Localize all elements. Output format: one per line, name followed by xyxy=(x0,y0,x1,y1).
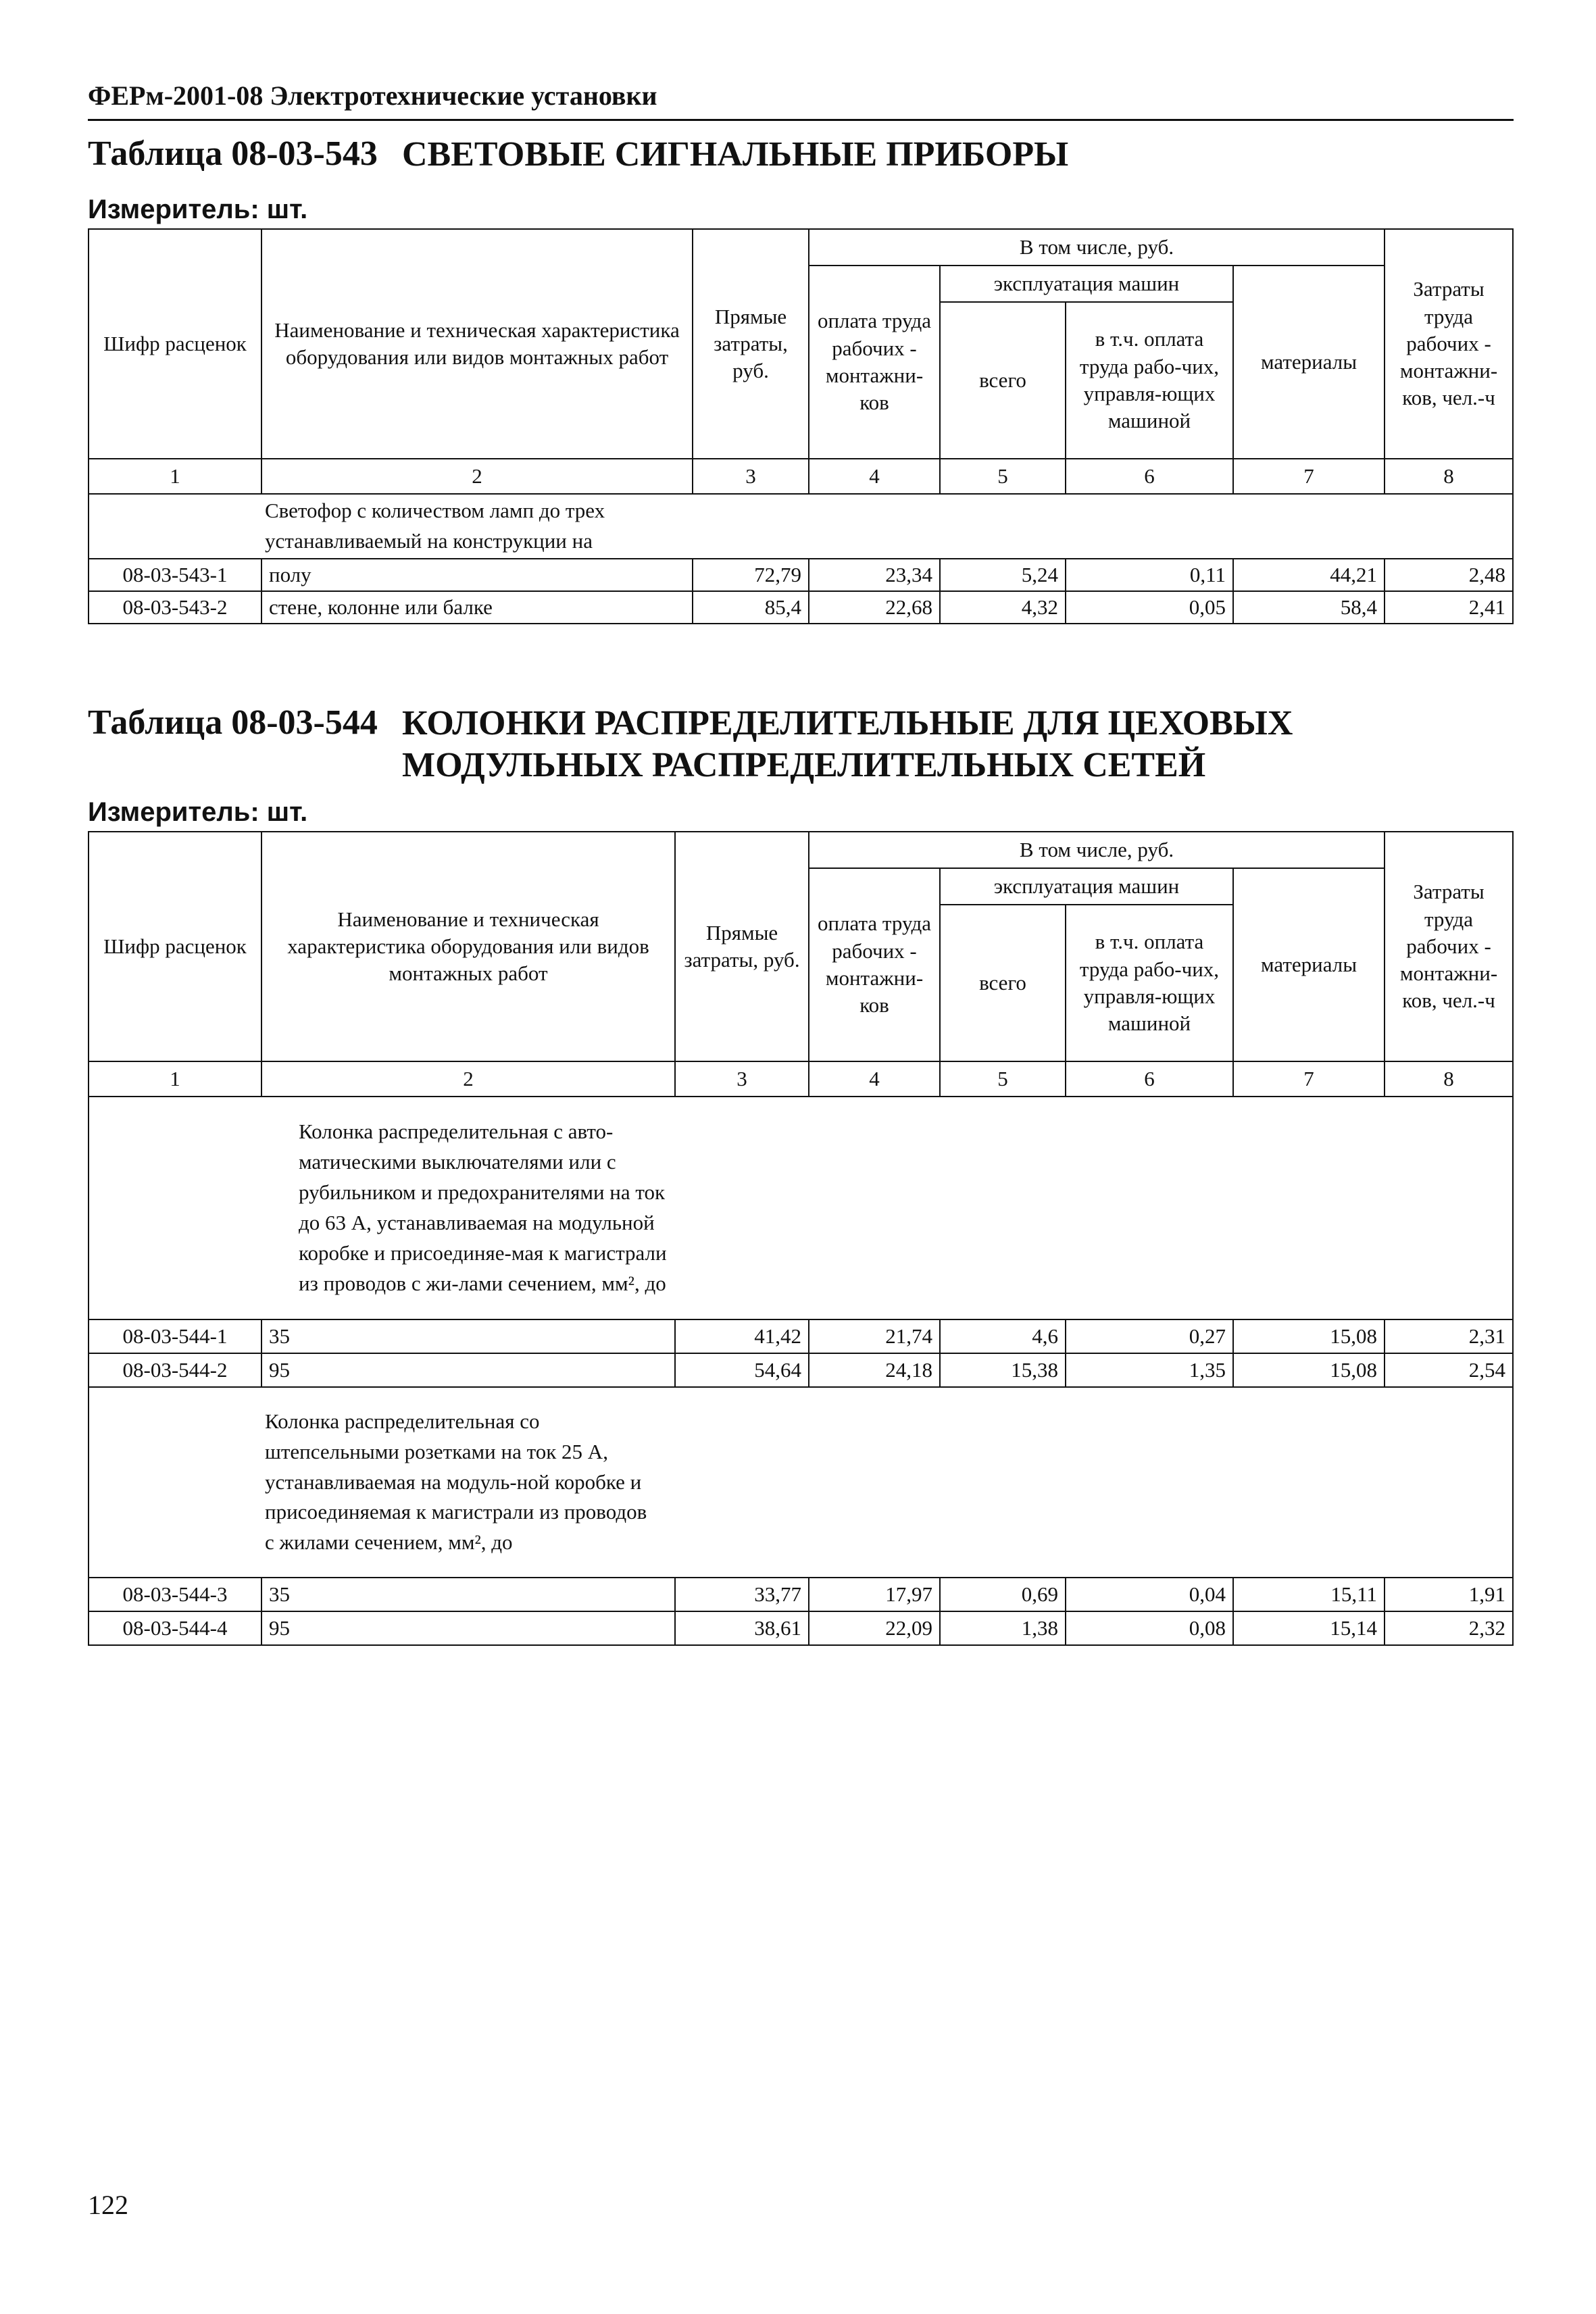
cell-materials: 15,08 xyxy=(1233,1319,1385,1353)
cell-wages: 24,18 xyxy=(809,1353,940,1387)
cell-machines-wages: 0,05 xyxy=(1066,591,1233,624)
section-row xyxy=(89,1097,1513,1319)
table-title-544 xyxy=(88,703,1293,787)
running-header: ФЕРм-2001-08 Электротехнические установки xyxy=(88,80,657,111)
cell-machines-total: 4,6 xyxy=(940,1319,1066,1353)
cell-code: 08-03-543-2 xyxy=(89,591,261,624)
cell-labor: 2,48 xyxy=(1385,559,1513,591)
cell-name: стене, колонне или балке xyxy=(261,591,693,624)
cell-wages: 21,74 xyxy=(809,1319,940,1353)
table-name-line1: КОЛОНКИ РАСПРЕДЕЛИТЕЛЬНЫЕ ДЛЯ ЦЕХОВЫХ xyxy=(402,704,1293,743)
header-materials: материалы xyxy=(1233,266,1385,459)
header-materials: материалы xyxy=(1233,868,1385,1061)
cell-name: 95 xyxy=(261,1353,675,1387)
rates-table-544 xyxy=(88,831,1514,1646)
section-description: Колонка распределительная со штепсельными розетками на ток 25 А, устанавливаемая на модуль-ной коробке и присоединяемая к магистрали из проводов с жилами сечением, мм², до xyxy=(89,1387,1513,1578)
cell-direct: 72,79 xyxy=(693,559,809,591)
cell-machines-wages: 0,27 xyxy=(1066,1319,1233,1353)
cell-materials: 15,14 xyxy=(1233,1611,1385,1645)
header-labor: Затраты труда рабочих - монтажни-ков, чел.-ч xyxy=(1385,229,1513,459)
cell-machines-total: 4,32 xyxy=(940,591,1066,624)
col-number: 3 xyxy=(693,459,809,494)
section-description: Светофор с количеством ламп до трех устанавливаемый на конструкции на xyxy=(89,494,1513,559)
column-numbers-row xyxy=(89,1061,1513,1097)
header-machines-wages: в т.ч. оплата труда рабо-чих, управля-ющих машиной xyxy=(1066,302,1233,459)
rates-table-543 xyxy=(88,228,1514,624)
header-machines: эксплуатация машин xyxy=(940,868,1233,905)
table-row xyxy=(89,1611,1513,1645)
header-labor: Затраты труда рабочих - монтажни-ков, чел.-ч xyxy=(1385,832,1513,1061)
header-name: Наименование и техническая характеристика оборудования или видов монтажных работ xyxy=(261,832,675,1061)
cell-name: 95 xyxy=(261,1611,675,1645)
table-number: Таблица 08-03-544 xyxy=(88,703,378,742)
page-number: 122 xyxy=(88,2190,128,2220)
cell-name: 35 xyxy=(261,1578,675,1611)
cell-name: полу xyxy=(261,559,693,591)
cell-materials: 15,11 xyxy=(1233,1578,1385,1611)
cell-direct: 33,77 xyxy=(675,1578,809,1611)
header-machines-total: всего xyxy=(940,905,1066,1061)
cell-name: 35 xyxy=(261,1319,675,1353)
section-description: Колонка распределительная с авто-матическими выключателями или с рубильником и предохранителями на ток до 63 А, устанавливаемая на модульной коробке и присоединяе-мая к магистрали из проводов с жи-лами сечением, мм², до xyxy=(89,1097,1513,1319)
cell-code: 08-03-544-3 xyxy=(89,1578,261,1611)
cell-labor: 2,31 xyxy=(1385,1319,1513,1353)
col-number: 5 xyxy=(940,459,1066,494)
cell-direct: 54,64 xyxy=(675,1353,809,1387)
cell-labor: 2,41 xyxy=(1385,591,1513,624)
cell-code: 08-03-544-2 xyxy=(89,1353,261,1387)
cell-labor: 2,32 xyxy=(1385,1611,1513,1645)
cell-machines-wages: 0,11 xyxy=(1066,559,1233,591)
col-number: 4 xyxy=(809,1061,940,1097)
cell-code: 08-03-543-1 xyxy=(89,559,261,591)
cell-wages: 22,09 xyxy=(809,1611,940,1645)
cell-wages: 17,97 xyxy=(809,1578,940,1611)
col-number: 5 xyxy=(940,1061,1066,1097)
cell-labor: 2,54 xyxy=(1385,1353,1513,1387)
table-title-543 xyxy=(88,134,1068,176)
header-direct: Прямые затраты, руб. xyxy=(675,832,809,1061)
table-row xyxy=(89,591,1513,624)
cell-materials: 58,4 xyxy=(1233,591,1385,624)
col-number: 2 xyxy=(261,459,693,494)
cell-machines-wages: 1,35 xyxy=(1066,1353,1233,1387)
header-direct: Прямые затраты, руб. xyxy=(693,229,809,459)
table-number: Таблица 08-03-543 xyxy=(88,134,378,173)
section-row xyxy=(89,1387,1513,1578)
cell-wages: 23,34 xyxy=(809,559,940,591)
header-wages: оплата труда рабочих - монтажни-ков xyxy=(809,266,940,459)
cell-labor: 1,91 xyxy=(1385,1578,1513,1611)
cell-machines-total: 0,69 xyxy=(940,1578,1066,1611)
header-including: В том числе, руб. xyxy=(809,229,1385,266)
col-number: 1 xyxy=(89,459,261,494)
cell-wages: 22,68 xyxy=(809,591,940,624)
cell-code: 08-03-544-4 xyxy=(89,1611,261,1645)
col-number: 4 xyxy=(809,459,940,494)
measure-unit: Измеритель: шт. xyxy=(88,797,308,827)
column-numbers-row xyxy=(89,459,1513,494)
header-machines: эксплуатация машин xyxy=(940,266,1233,302)
table-row xyxy=(89,1319,1513,1353)
col-number: 6 xyxy=(1066,1061,1233,1097)
cell-direct: 38,61 xyxy=(675,1611,809,1645)
cell-materials: 44,21 xyxy=(1233,559,1385,591)
cell-machines-total: 1,38 xyxy=(940,1611,1066,1645)
header-wages: оплата труда рабочих - монтажни-ков xyxy=(809,868,940,1061)
cell-direct: 85,4 xyxy=(693,591,809,624)
measure-unit: Измеритель: шт. xyxy=(88,195,308,224)
section-row xyxy=(89,494,1513,559)
col-number: 1 xyxy=(89,1061,261,1097)
col-number: 2 xyxy=(261,1061,675,1097)
cell-machines-wages: 0,04 xyxy=(1066,1578,1233,1611)
table-name-line2: МОДУЛЬНЫХ РАСПРЕДЕЛИТЕЛЬНЫХ СЕТЕЙ xyxy=(402,746,1206,785)
header-code: Шифр расценок xyxy=(89,229,261,459)
col-number: 6 xyxy=(1066,459,1233,494)
header-including: В том числе, руб. xyxy=(809,832,1385,868)
header-name: Наименование и техническая характеристика оборудования или видов монтажных работ xyxy=(261,229,693,459)
header-rule xyxy=(88,119,1514,121)
header-machines-wages: в т.ч. оплата труда рабо-чих, управля-ющих машиной xyxy=(1066,905,1233,1061)
table-row xyxy=(89,559,1513,591)
table-row xyxy=(89,1353,1513,1387)
cell-machines-total: 15,38 xyxy=(940,1353,1066,1387)
cell-machines-wages: 0,08 xyxy=(1066,1611,1233,1645)
cell-machines-total: 5,24 xyxy=(940,559,1066,591)
table-name xyxy=(402,703,1293,787)
cell-materials: 15,08 xyxy=(1233,1353,1385,1387)
col-number: 7 xyxy=(1233,1061,1385,1097)
table-row xyxy=(89,1578,1513,1611)
header-machines-total: всего xyxy=(940,302,1066,459)
cell-direct: 41,42 xyxy=(675,1319,809,1353)
col-number: 8 xyxy=(1385,459,1513,494)
col-number: 3 xyxy=(675,1061,809,1097)
table-name: СВЕТОВЫЕ СИГНАЛЬНЫЕ ПРИБОРЫ xyxy=(402,135,1069,174)
col-number: 8 xyxy=(1385,1061,1513,1097)
header-code: Шифр расценок xyxy=(89,832,261,1061)
col-number: 7 xyxy=(1233,459,1385,494)
cell-code: 08-03-544-1 xyxy=(89,1319,261,1353)
